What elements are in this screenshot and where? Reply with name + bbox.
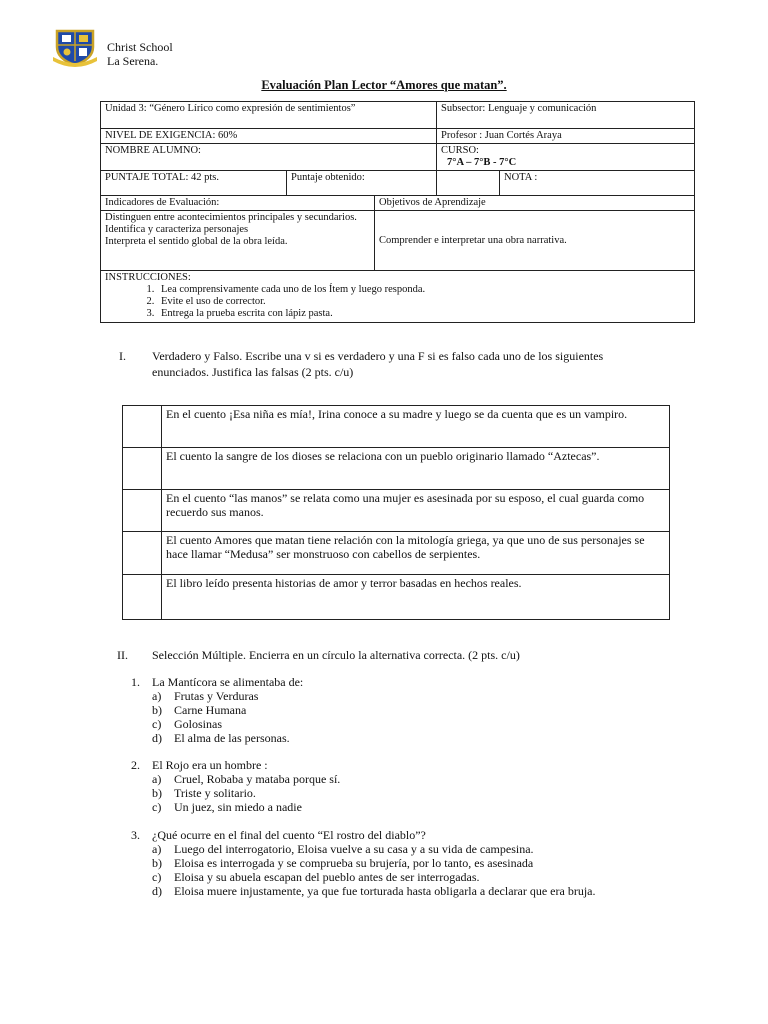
- option-text: Eloisa muere injustamente, ya que fue torturada hasta obligarla a declarar que era bruja.: [174, 884, 596, 898]
- option-text: Eloisa y su abuela escapan del pueblo antes de ser interrogadas.: [174, 870, 480, 884]
- option-letter: b): [152, 786, 162, 800]
- option-letter: c): [152, 717, 162, 731]
- school-name-line2: La Serena.: [107, 54, 159, 68]
- instruccion-item: 1. Lea comprensivamente cada uno de los Ítem y luego responda.: [157, 284, 690, 296]
- school-crest-icon: [52, 27, 98, 67]
- option-letter: b): [152, 856, 162, 870]
- indicadores-cell: [101, 211, 375, 271]
- answer-box[interactable]: [123, 490, 162, 532]
- option-letter: d): [152, 884, 162, 898]
- puntaje-total-cell: PUNTAJE TOTAL: 42 pts.: [101, 171, 287, 196]
- option-text: Carne Humana: [174, 703, 247, 717]
- option-text: Frutas y Verduras: [174, 689, 259, 703]
- curso-value: 7°A – 7°B - 7°C: [447, 157, 517, 168]
- nivel-exigencia-cell: NIVEL DE EXIGENCIA: 60%: [101, 129, 437, 144]
- subsector-cell: Subsector: Lenguaje y comunicación: [437, 102, 695, 129]
- section2-heading: Selección Múltiple. Encierra en un círculo la alternativa correcta. (2 pts. c/u): [152, 648, 520, 662]
- option-letter: d): [152, 731, 162, 745]
- option-text: Triste y solitario.: [174, 786, 256, 800]
- option-text: Cruel, Robaba y mataba porque sí.: [174, 772, 341, 786]
- question-stem: El Rojo era un hombre :: [152, 758, 268, 772]
- instruccion-item: 3. Entrega la prueba escrita con lápiz pasta.: [157, 308, 690, 320]
- objetivo-cell: Comprender e interpretar una obra narrativa.: [375, 211, 695, 271]
- indicador-item: Identifica y caracteriza personajes: [105, 224, 249, 235]
- indicadores-label: Indicadores de Evaluación:: [101, 196, 375, 211]
- statement-text: En el cuento “las manos” se relata como una mujer es asesinada por su esposo, el cual guarda como recuerdo sus manos.: [162, 490, 670, 532]
- option-letter: a): [152, 689, 162, 703]
- section1-numeral: I.: [119, 349, 126, 363]
- nota-subtable: [437, 171, 694, 195]
- question-number: 2.: [131, 758, 140, 772]
- true-false-table: [122, 405, 670, 620]
- option-letter: a): [152, 842, 162, 856]
- statement-text: El cuento Amores que matan tiene relación con la mitología griega, ya que uno de sus personajes se hace llamar “Medusa” ser monstruoso con cabellos de serpientes.: [162, 532, 670, 575]
- nombre-alumno-field[interactable]: NOMBRE ALUMNO:: [101, 144, 437, 171]
- option-letter: a): [152, 772, 162, 786]
- nota-field[interactable]: NOTA :: [504, 172, 538, 183]
- statement-text: En el cuento ¡Esa niña es mía!, Irina conoce a su madre y luego se da cuenta que es un vampiro.: [162, 406, 670, 448]
- evaluation-info-table: [100, 101, 695, 323]
- unidad-cell: Unidad 3: “Género Lírico como expresión de sentimientos”: [101, 102, 437, 129]
- option-letter: c): [152, 800, 162, 814]
- question-stem: ¿Qué ocurre en el final del cuento “El rostro del diablo”?: [152, 828, 426, 842]
- instrucciones-list: [105, 284, 690, 320]
- answer-box[interactable]: [123, 575, 162, 620]
- document-title: Evaluación Plan Lector “Amores que matan”.: [261, 78, 507, 92]
- instruccion-item: 2. Evite el uso de corrector.: [157, 296, 690, 308]
- objetivos-label: Objetivos de Aprendizaje: [375, 196, 695, 211]
- option-letter: c): [152, 870, 162, 884]
- section2-numeral: II.: [117, 648, 128, 662]
- option-text: Luego del interrogatorio, Eloisa vuelve a su casa y a su vida de campesina.: [174, 842, 534, 856]
- answer-box[interactable]: [123, 448, 162, 490]
- curso-cell: [437, 144, 695, 171]
- option-text: Eloisa es interrogada y se comprueba su brujería, por lo tanto, es asesinada: [174, 856, 534, 870]
- option-text: Un juez, sin miedo a nadie: [174, 800, 302, 814]
- option-letter: b): [152, 703, 162, 717]
- statement-text: El libro leído presenta historias de amor y terror basadas en hechos reales.: [162, 575, 670, 620]
- school-name: [107, 40, 173, 68]
- question-number: 1.: [131, 675, 140, 689]
- indicador-item: Interpreta el sentido global de la obra leída.: [105, 236, 288, 247]
- option-text: Golosinas: [174, 717, 222, 731]
- instrucciones-cell: [101, 271, 695, 323]
- section1-heading: Verdadero y Falso. Escribe una v si es verdadero y una F si es falso cada uno de los siguientes enunciados. Justifica las falsas (2 pts. c/u): [152, 349, 604, 379]
- school-name-line1: Christ School: [107, 40, 173, 54]
- question-stem: La Mantícora se alimentaba de:: [152, 675, 304, 689]
- answer-box[interactable]: [123, 406, 162, 448]
- curso-label: CURSO:: [441, 145, 479, 156]
- puntaje-obtenido-field[interactable]: Puntaje obtenido:: [287, 171, 437, 196]
- option-text: El alma de las personas.: [174, 731, 290, 745]
- answer-box[interactable]: [123, 532, 162, 575]
- nota-row: [437, 171, 695, 196]
- statement-text: El cuento la sangre de los dioses se relaciona con un pueblo originario llamado “Aztecas”.: [162, 448, 670, 490]
- instrucciones-label: INSTRUCCIONES:: [105, 272, 191, 283]
- nota-spacer: [437, 171, 500, 195]
- indicador-item: Distinguen entre acontecimientos principales y secundarios.: [105, 212, 357, 223]
- profesor-cell: Profesor : Juan Cortés Araya: [437, 129, 695, 144]
- question-number: 3.: [131, 828, 140, 842]
